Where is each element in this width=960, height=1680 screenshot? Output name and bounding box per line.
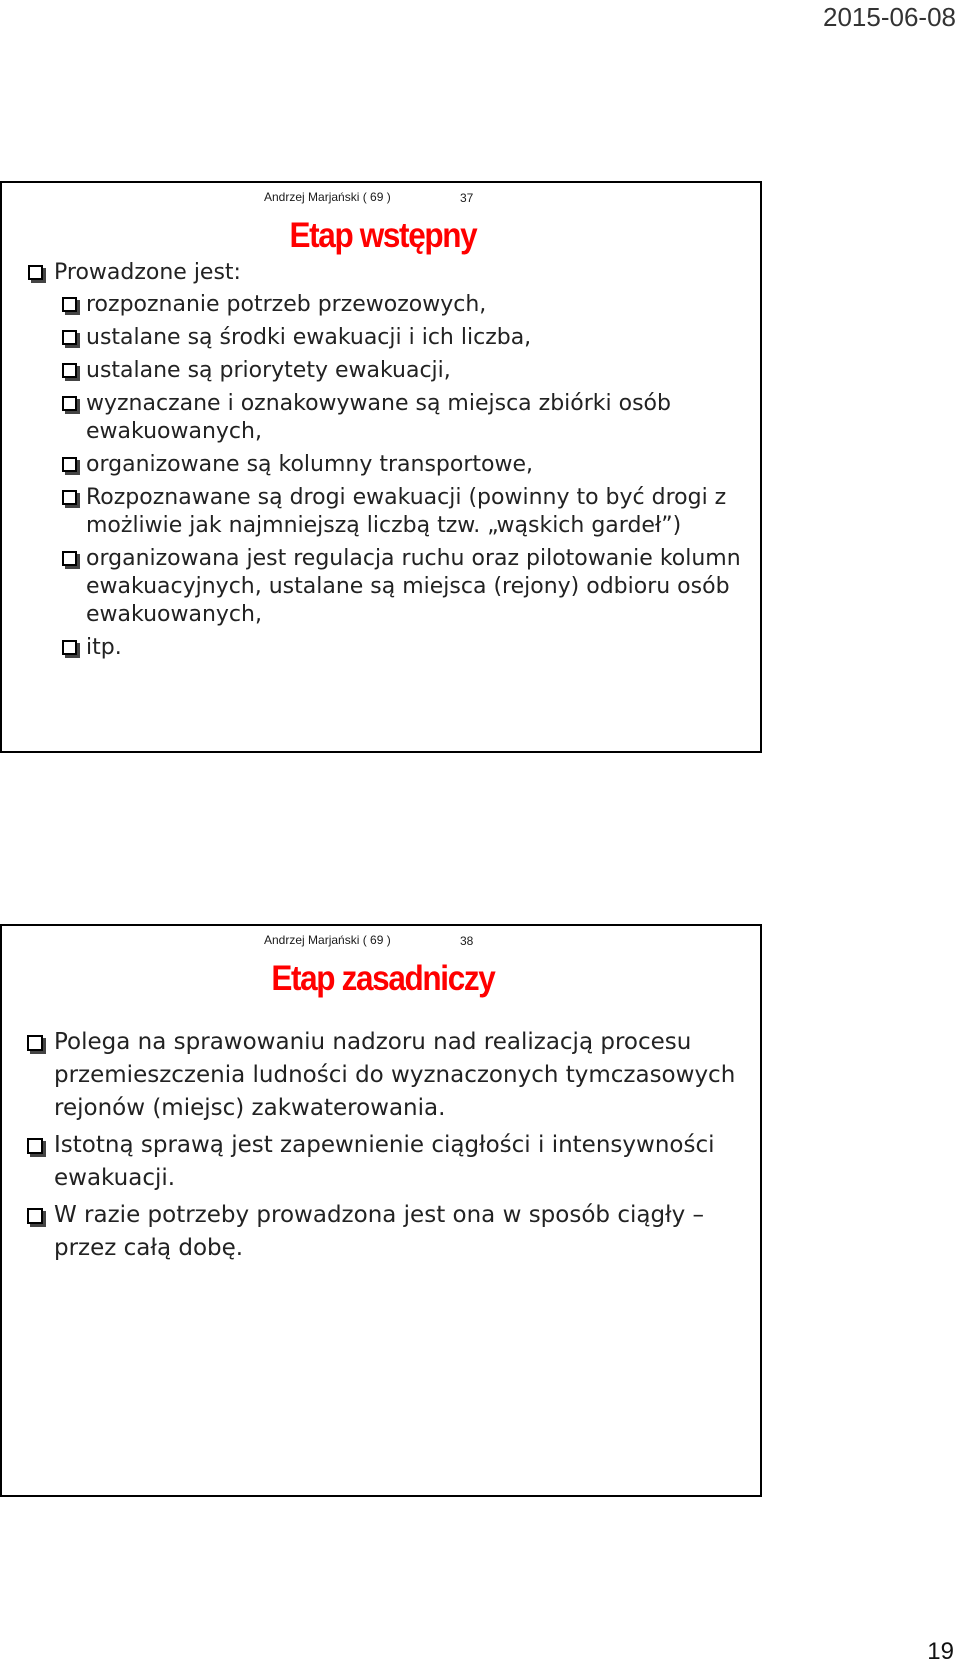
sub-bullet-item bbox=[2, 451, 760, 479]
bullet-list bbox=[2, 259, 760, 667]
bullet-text: Prowadzone jest: bbox=[54, 260, 241, 285]
bullet-item bbox=[2, 1129, 760, 1195]
checkbox-square-icon bbox=[62, 330, 77, 345]
slide-title: Etap zasadniczy bbox=[271, 959, 495, 998]
checkbox-square-icon bbox=[27, 1208, 43, 1224]
bullet-text: organizowane są kolumny transportowe, bbox=[86, 452, 534, 477]
checkbox-square-icon bbox=[27, 1138, 43, 1154]
checkbox-square-icon bbox=[62, 551, 77, 566]
slide-38 bbox=[0, 924, 762, 1497]
slide-title: Etap wstępny bbox=[289, 216, 477, 255]
checkbox-square-icon bbox=[62, 640, 77, 655]
page-number: 19 bbox=[927, 1638, 954, 1665]
bullet-text: rozpoznanie potrzeb przewozowych, bbox=[86, 292, 487, 317]
checkbox-square-icon bbox=[62, 457, 77, 472]
checkbox-square-icon bbox=[62, 297, 77, 312]
bullet-text: Rozpoznawane są drogi ewakuacji (powinny to być drogi z możliwie jak najmniejszą liczbą tzw. „wąskich gardeł”) bbox=[86, 485, 727, 538]
sub-bullet-item bbox=[2, 324, 760, 352]
checkbox-square-icon bbox=[62, 363, 77, 378]
slide-number: 38 bbox=[460, 934, 474, 948]
sub-bullet-item bbox=[2, 545, 760, 629]
slide-author-header: Andrzej Marjański ( 69 ) bbox=[264, 933, 391, 947]
slide-author-header: Andrzej Marjański ( 69 ) bbox=[264, 190, 391, 204]
bullet-text: Polega na sprawowaniu nadzoru nad realizacją procesu przemieszczenia ludności do wyznaczonych tymczasowych rejonów (miejsc) zakwaterowania. bbox=[54, 1029, 736, 1121]
slide-number: 37 bbox=[460, 191, 474, 205]
page-date: 2015-06-08 bbox=[823, 2, 956, 32]
sub-bullet-item bbox=[2, 484, 760, 540]
sub-bullet-item bbox=[2, 357, 760, 385]
sub-bullet-item bbox=[2, 390, 760, 446]
bullet-text: itp. bbox=[86, 635, 122, 660]
bullet-text: organizowana jest regulacja ruchu oraz pilotowanie kolumn ewakuacyjnych, ustalane są miejsca (rejony) odbioru osób ewakuowanych, bbox=[86, 546, 741, 627]
bullet-text: ustalane są środki ewakuacji i ich liczba, bbox=[86, 325, 532, 350]
bullet-item bbox=[2, 1199, 760, 1265]
bullet-text: Istotną sprawą jest zapewnienie ciągłości i intensywności ewakuacji. bbox=[54, 1132, 715, 1191]
bullet-list bbox=[2, 1026, 760, 1269]
bullet-item bbox=[2, 1026, 760, 1125]
sub-bullet-item bbox=[2, 291, 760, 319]
sub-bullet-item bbox=[2, 634, 760, 662]
bullet-text: ustalane są priorytety ewakuacji, bbox=[86, 358, 451, 383]
checkbox-square-icon bbox=[62, 396, 77, 411]
checkbox-square-icon bbox=[27, 1035, 43, 1051]
bullet-text: wyznaczane i oznakowywane są miejsca zbiórki osób ewakuowanych, bbox=[86, 391, 671, 444]
bullet-text: W razie potrzeby prowadzona jest ona w sposób ciągły – przez całą dobę. bbox=[54, 1202, 705, 1261]
checkbox-square-icon bbox=[28, 265, 43, 280]
slide-37 bbox=[0, 181, 762, 753]
bullet-item bbox=[2, 259, 760, 287]
checkbox-square-icon bbox=[62, 490, 77, 505]
